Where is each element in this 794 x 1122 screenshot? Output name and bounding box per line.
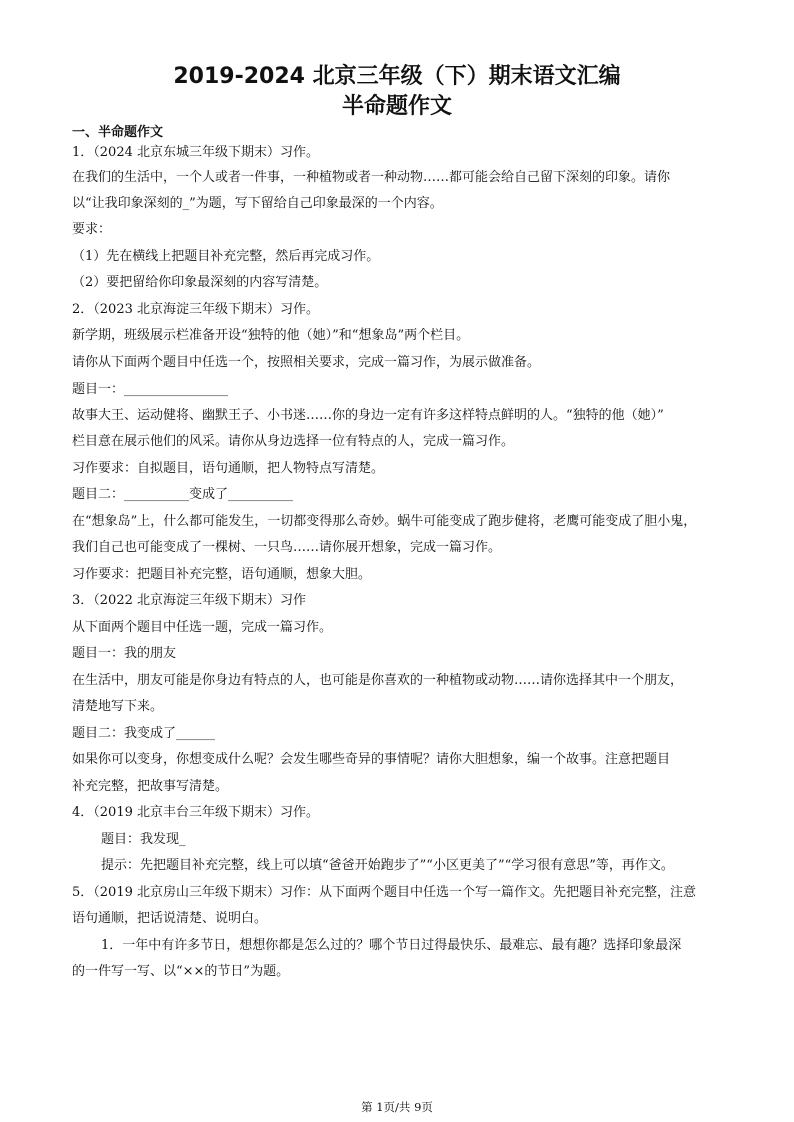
question-2-requirement: 习作要求：自拟题目，语句通顺，把人物特点写清楚。 xyxy=(72,461,385,476)
question-2-header: 2．（2023 北京海淀三年级下期末）习作。 xyxy=(72,302,319,317)
question-2-text-line: 新学期，班级展示栏准备开设“独特的他（她）”和“想象岛”两个栏目。 xyxy=(72,328,470,343)
question-2-text-line: 我们自己也可能变成了一棵树、一只鸟……请你展开想象，完成一篇习作。 xyxy=(72,540,502,555)
page-footer: 第 1页/共 9页 xyxy=(361,1100,433,1114)
question-5-text-line: 语句通顺，把话说清楚、说明白。 xyxy=(72,911,268,926)
question-5-header: 5．（2019 北京房山三年级下期末）习作：从下面两个题目中任选一个写一篇作文。先把题目补充完整，注意 xyxy=(72,885,696,900)
question-1-requirement: （1）先在横线上把题目补充完整，然后再完成习作。 xyxy=(72,249,380,264)
question-3-topic-2: 题目二：我变成了______ xyxy=(72,726,216,741)
question-3-text-line: 补充完整，把故事写清楚。 xyxy=(72,779,229,794)
question-1-text-line: 以“让我印象深刻的_”为题，写下留给自己印象最深的一个内容。 xyxy=(72,196,443,211)
question-2-text-line: 故事大王、运动健将、幽默王子、小书迷……你的身边一定有许多这样特点鲜明的人。“独特的他（她）” xyxy=(72,408,664,423)
question-3-text-line: 如果你可以变身，你想变成什么呢？会发生哪些奇异的事情呢？请你大胆想象，编一个故事。注意把题目 xyxy=(72,752,671,767)
question-3-text-line: 在生活中，朋友可能是你身边有特点的人，也可能是你喜欢的一种植物或动物……请你选择其中一个朋友， xyxy=(72,673,684,688)
question-2-topic-1: 题目一：________________ xyxy=(72,382,229,397)
question-1-requirement: （2）要把留给你印象最深刻的内容写清楚。 xyxy=(72,275,328,290)
question-3-topic-1: 题目一：我的朋友 xyxy=(72,646,177,661)
question-2-text-line: 请你从下面两个题目中任选一个，按照相关要求，完成一篇习作，为展示做准备。 xyxy=(72,355,541,370)
question-4-header: 4．（2019 北京丰台三年级下期末）习作。 xyxy=(72,805,319,820)
question-3-text-line: 从下面两个题目中任选一题，完成一篇习作。 xyxy=(72,620,333,635)
question-4-hint: 提示：先把题目补充完整，线上可以填“爸爸开始跑步了”“小区更美了”“学习很有意思”等，再作文。 xyxy=(101,858,674,873)
question-2-text-line: 在“想象岛”上，什么都可能发生，一切都变得那么奇妙。蜗牛可能变成了跑步健将，老鹰可能变成了胆小鬼， xyxy=(72,514,697,529)
question-3-text-line: 清楚地写下来。 xyxy=(72,699,164,714)
document-subtitle: 半命题作文 xyxy=(341,94,452,119)
question-1-text-line: 在我们的生活中，一个人或者一件事，一种植物或者一种动物……都可能会给自己留下深刻的印象。请你 xyxy=(72,170,671,185)
question-2-topic-2: 题目二：__________变成了__________ xyxy=(72,487,294,502)
question-5-option-1-line: 的一件写一写、以“××的节日”为题。 xyxy=(72,964,290,979)
question-3-header: 3．（2022 北京海淀三年级下期末）习作 xyxy=(72,593,306,608)
question-4-topic: 题目：我发现_ xyxy=(101,832,186,847)
question-1-header: 1．（2024 北京东城三年级下期末）习作。 xyxy=(72,145,319,160)
section-heading: 一、半命题作文 xyxy=(72,125,164,140)
question-2-text-line: 栏目意在展示他们的风采。请你从身边选择一位有特点的人，完成一篇习作。 xyxy=(72,434,515,449)
document-title: 2019-2024 北京三年级（下）期末语文汇编 xyxy=(173,64,621,89)
question-5-option-1: 1．一年中有许多节日，想想你都是怎么过的？哪个节日过得最快乐、最难忘、最有趣？选择印象最深 xyxy=(101,938,682,953)
question-2-requirement: 习作要求：把题目补充完整，语句通顺，想象大胆。 xyxy=(72,567,372,582)
question-1-requirements-label: 要求： xyxy=(72,222,112,237)
